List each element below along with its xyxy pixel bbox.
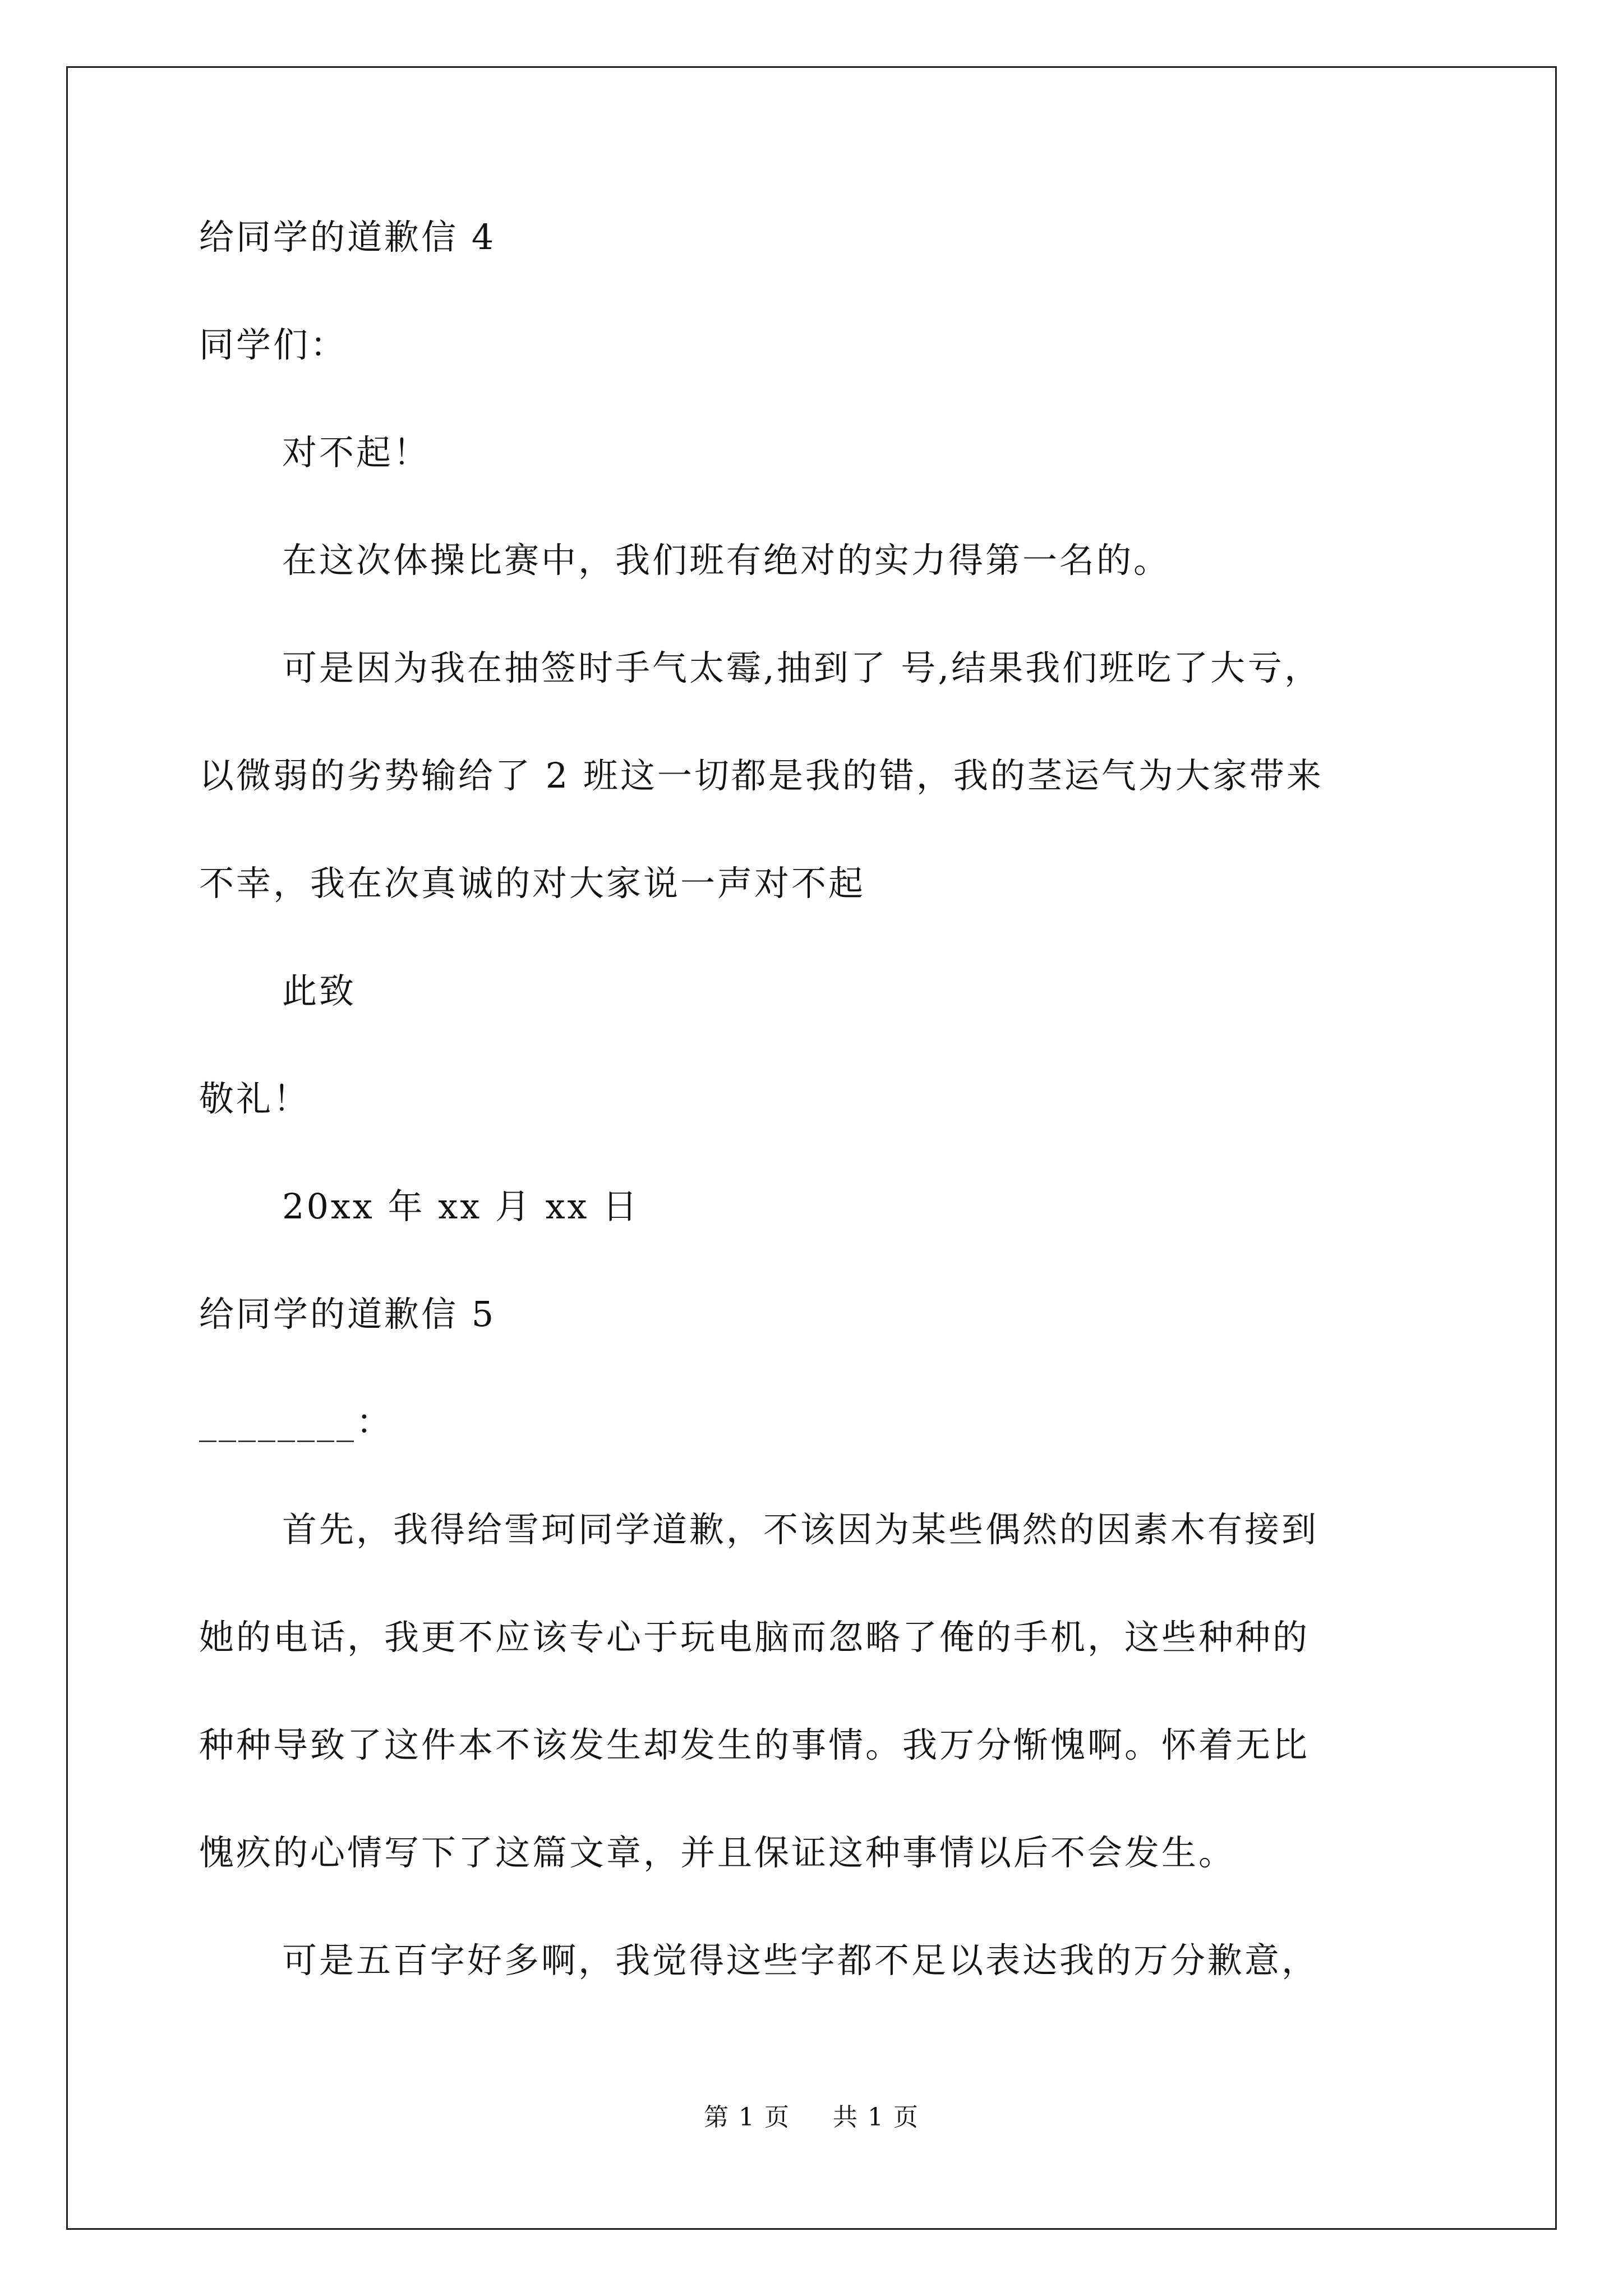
text-line: 以微弱的劣势输给了 2 班这一切都是我的错，我的茎运气为大家带来: [199, 755, 1324, 796]
text-line: 种种导致了这件本不该发生却发生的事情。我万分惭愧啊。怀着无比: [199, 1724, 1310, 1765]
letter4-title: 给同学的道歉信 4: [199, 217, 496, 257]
letter4-paragraph-2: [199, 641, 1433, 910]
letter4-closing-2: 敬礼！: [199, 1078, 311, 1119]
letter5-paragraph-2: [199, 1934, 1433, 1987]
page-total: 共 1 页: [833, 2103, 919, 2132]
text-line: 首先，我得给雪珂同学道歉，不该因为某些偶然的因素木有接到: [282, 1509, 1319, 1550]
text-line: 愧疚的心情写下了这篇文章，并且保证这种事情以后不会发生。: [199, 1832, 1236, 1873]
letter4-closing-1: 此致: [282, 970, 357, 1011]
letter4-date: 20xx 年 xx 月 xx 日: [282, 1186, 640, 1227]
document-body: [199, 210, 1433, 2041]
page-footer: [0, 2101, 1623, 2134]
text-line: 她的电话，我更不应该专心于玩电脑而忽略了俺的手机，这些种种的: [199, 1617, 1310, 1658]
letter4-paragraph-1: 在这次体操比赛中，我们班有绝对的实力得第一名的。: [282, 540, 1171, 581]
text-line: 可是因为我在抽签时手气太霉,抽到了 号,结果我们班吃了大亏，: [282, 647, 1322, 688]
letter5-paragraph-1: [199, 1503, 1433, 1880]
letter5-salutation: ________：: [199, 1401, 394, 1442]
text-line: 可是五百字好多啊，我觉得这些字都不足以表达我的万分歉意，: [282, 1940, 1319, 1981]
letter4-opening: 对不起！: [282, 432, 431, 473]
text-line: 不幸，我在次真诚的对大家说一声对不起: [199, 863, 866, 904]
letter4-salutation: 同学们：: [199, 324, 348, 365]
page-number: 第 1 页: [704, 2103, 790, 2132]
letter5-title: 给同学的道歉信 5: [199, 1294, 496, 1335]
